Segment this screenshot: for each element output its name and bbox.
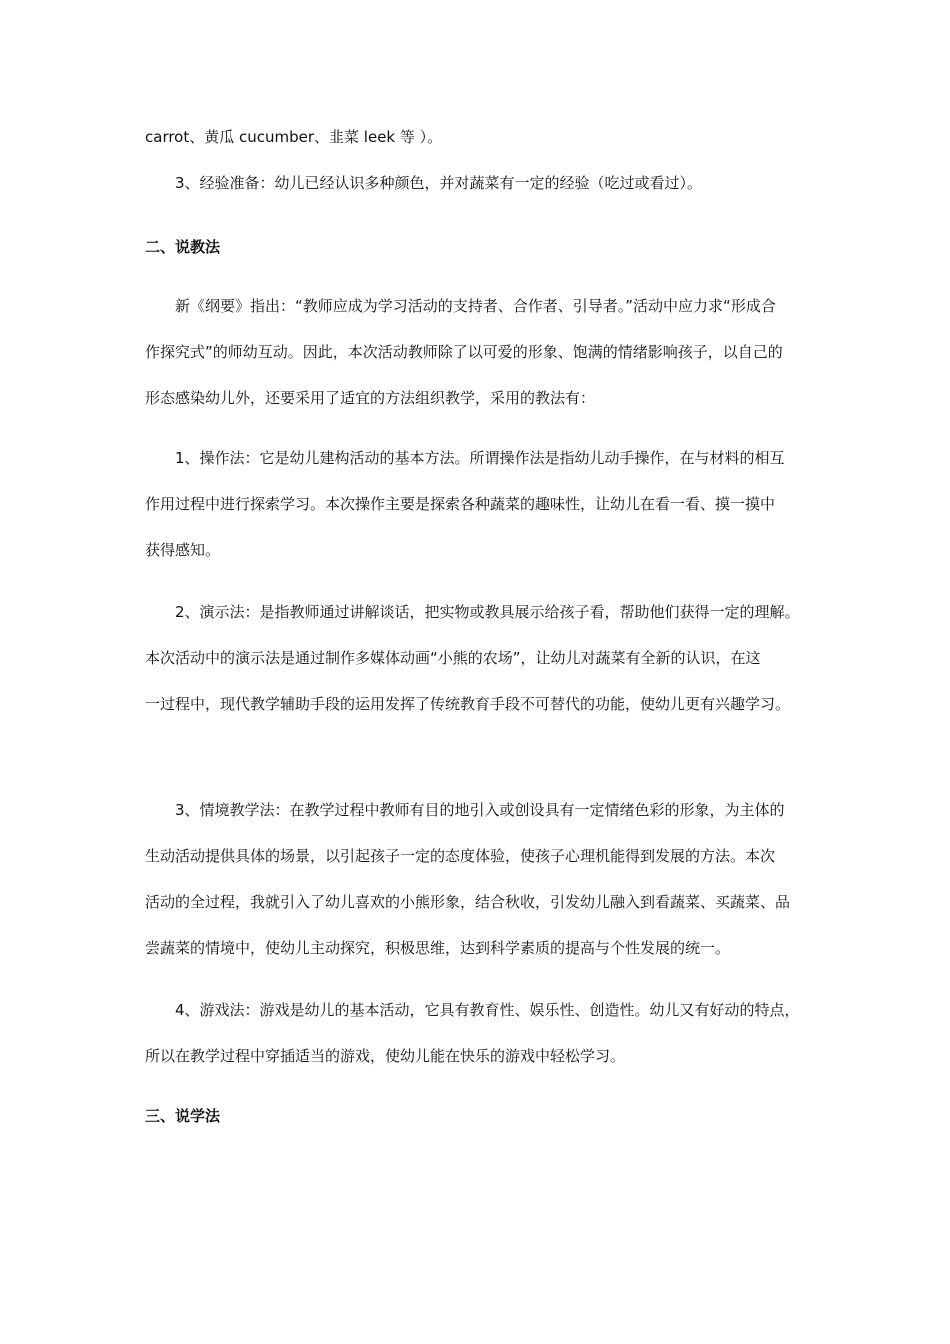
text-line: 3、情境教学法：在教学过程中教师有目的地引入或创设具有一定情绪色彩的形象，为主体的	[175, 801, 785, 819]
text-line: 尝蔬菜的情境中，使幼儿主动探究，积极思维，达到科学素质的提高与个性发展的统一。	[145, 939, 731, 957]
text-line: 所以在教学过程中穿插适当的游戏，使幼儿能在快乐的游戏中轻松学习。	[145, 1047, 626, 1065]
section-heading: 三、说学法	[145, 1107, 221, 1125]
text-line: 2、演示法：是指教师通过讲解谈话，把实物或教具展示给孩子看，帮助他们获得一定的理解。	[175, 603, 800, 621]
text-line: 生动活动提供具体的场景，以引起孩子一定的态度体验，使孩子心理机能得到发展的方法。本次	[145, 847, 776, 865]
text-line: 作用过程中进行探索学习。本次操作主要是探索各种蔬菜的趣味性，让幼儿在看一看、摸一摸中	[145, 495, 776, 513]
text-line: 3、经验准备：幼儿已经认识多种颜色，并对蔬菜有一定的经验（吃过或看过）。	[175, 174, 703, 192]
text-line: 形态感染幼儿外，还要采用了适宜的方法组织教学，采用的教法有：	[145, 389, 596, 407]
text-line: 本次活动中的演示法是通过制作多媒体动画“小熊的农场”，让幼儿对蔬菜有全新的认识，在这	[145, 649, 761, 667]
text-line: 一过程中，现代教学辅助手段的运用发挥了传统教育手段不可替代的功能，使幼儿更有兴趣学习。	[145, 695, 791, 713]
text-line: 活动的全过程，我就引入了幼儿喜欢的小熊形象，结合秋收，引发幼儿融入到看蔬菜、买蔬菜、品	[145, 893, 791, 911]
text-line: carrot、黄瓜 cucumber、韭菜 leek 等 ）。	[145, 128, 443, 146]
text-line: 4、游戏法：游戏是幼儿的基本活动，它具有教育性、娱乐性、创造性。幼儿又有好动的特点，	[175, 1001, 800, 1019]
section-heading: 二、说教法	[145, 238, 221, 256]
text-line: 作探究式”的师幼互动。因此，本次活动教师除了以可爱的形象、饱满的情绪影响孩子，以自己的	[145, 343, 783, 361]
text-line: 新《纲要》指出：“教师应成为学习活动的支持者、合作者、引导者。”活动中应力求“形成合	[175, 297, 776, 315]
text-line: 获得感知。	[145, 541, 221, 559]
text-line: 1、操作法：它是幼儿建构活动的基本方法。所谓操作法是指幼儿动手操作，在与材料的相互	[175, 449, 785, 467]
